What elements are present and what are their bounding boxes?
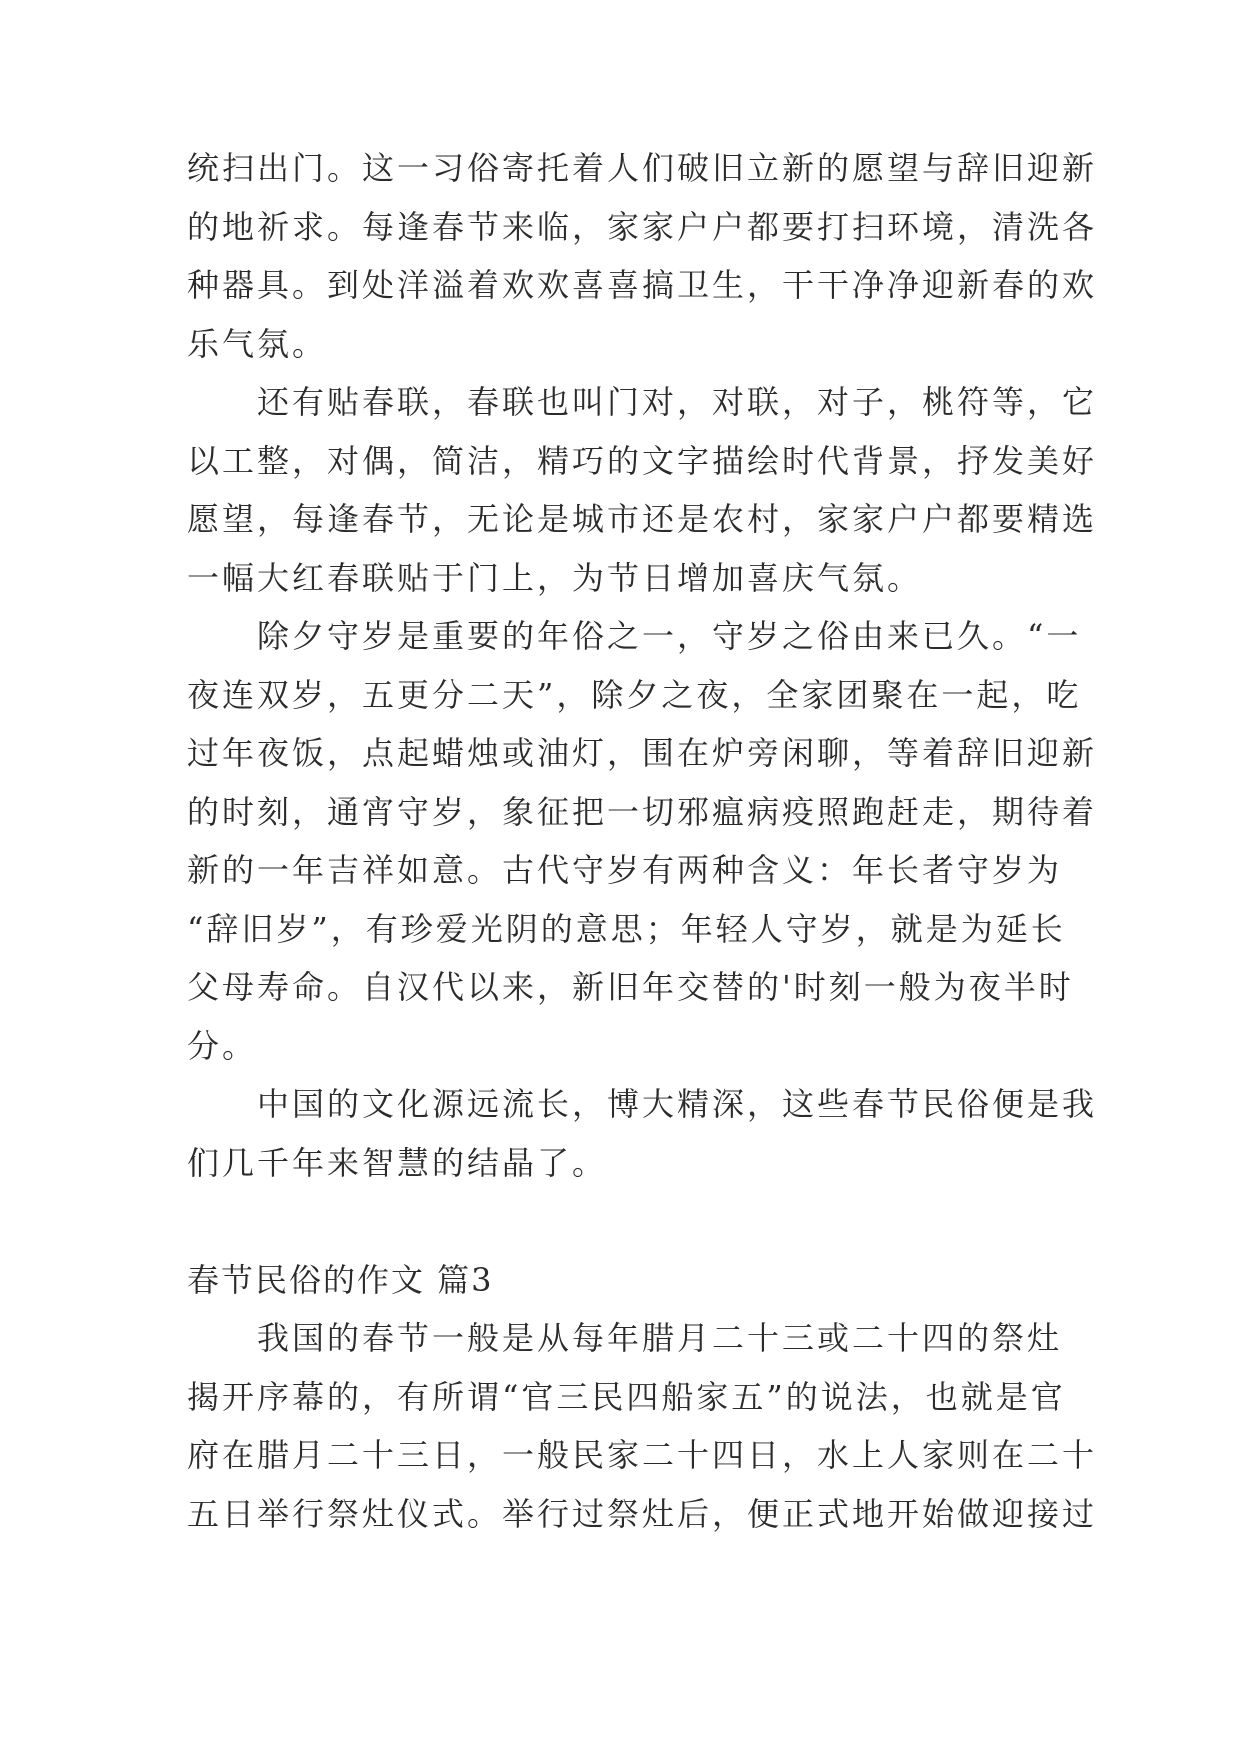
text-line: 愿望，每逢春节，无论是城市还是农村，家家户户都要精选 (187, 500, 1098, 538)
text-line: 的地祈求。每逢春节来临，家家户户都要打扫环境，清洗各 (187, 207, 1098, 246)
text-line: 我国的春节一般是从每年腊月二十三或二十四的祭灶 (187, 1319, 1063, 1357)
text-line: 夜连双岁，五更分二天”，除夕之夜，全家团聚在一起，吃 (187, 675, 1082, 714)
text-line: 以工整，对偶，简洁，精巧的文字描绘时代背景，抒发美好 (187, 441, 1098, 480)
text-line: “辞旧岁”，有珍爱光阴的意思；年轻人守岁，就是为延长 (187, 909, 1066, 948)
document-body (187, 139, 1098, 1543)
text-line: 统扫出门。这一习俗寄托着人们破旧立新的愿望与辞旧迎新 (187, 149, 1098, 187)
text-line: 种器具。到处洋溢着欢欢喜喜搞卫生，干干净净迎新春的欢 (187, 266, 1098, 304)
text-line: 分。 (187, 1026, 258, 1065)
text-line: 父母寿命。自汉代以来，新旧年交替的'时刻一般为夜半时 (187, 968, 1074, 1006)
text-line: 们几千年来智慧的结晶了。 (187, 1143, 608, 1182)
text-line: 中国的文化源远流长，博大精深，这些春节民俗便是我 (187, 1085, 1098, 1123)
text-line: 揭开序幕的，有所谓“官三民四船家五”的说法，也就是官 (187, 1377, 1066, 1416)
text-line: 乐气氛。 (187, 324, 328, 363)
text-line: 一幅大红春联贴于门上，为节日增加喜庆气氛。 (187, 558, 923, 597)
text-line: 新的一年吉祥如意。古代守岁有两种含义：年长者守岁为 (187, 851, 1063, 889)
section-heading: 春节民俗的作文 篇3 (187, 1260, 494, 1299)
text-line: 还有贴春联，春联也叫门对，对联，对子，桃符等，它 (187, 383, 1098, 421)
text-line: 除夕守岁是重要的年俗之一，守岁之俗由来已久。“一 (187, 617, 1082, 655)
text-line: 过年夜饭，点起蜡烛或油灯，围在炉旁闲聊，等着辞旧迎新 (187, 734, 1098, 772)
text-line: 府在腊月二十三日，一般民家二十四日，水上人家则在二十 (187, 1436, 1098, 1474)
paragraph-gap (187, 1192, 1067, 1251)
text-line: 五日举行祭灶仪式。举行过祭灶后，便正式地开始做迎接过 (187, 1494, 1098, 1533)
text-line: 的时刻，通宵守岁，象征把一切邪瘟病疫照跑赶走，期待着 (187, 792, 1098, 831)
